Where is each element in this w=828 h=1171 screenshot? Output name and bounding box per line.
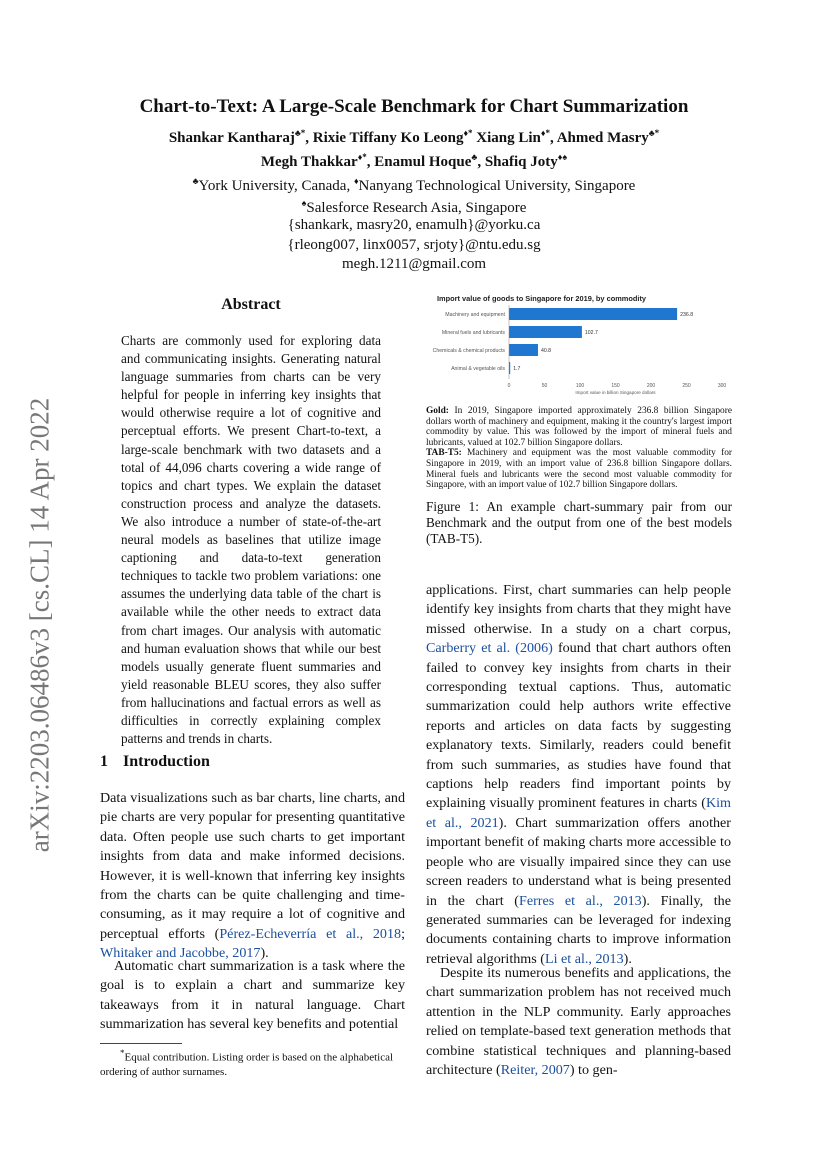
tab-t5-text: Machinery and equipment was the most valuable commodity for Singapore in 2019, with an import value of 236.8 billion Singapore dollars. Mineral fuels and lubricants were the second most valuable commodity for Singapore, with an import value of 102.7 billion Singapore dollars. — [426, 448, 732, 491]
category-label: Chemicals & chemical products — [432, 348, 505, 354]
paragraph-text: ). — [623, 950, 632, 967]
figure-1-caption: Figure 1: An example chart-summary pair from our Benchmark and the output from one of the best models (TAB-T5). — [426, 499, 732, 546]
affil-mark: ♦ — [353, 176, 359, 186]
email-line-3: megh.1211@gmail.com — [341, 256, 487, 272]
paragraph-text: ; — [401, 925, 405, 942]
footnote-rule — [100, 1043, 182, 1044]
author-mark: ♣ — [471, 152, 478, 162]
author-name: Enamul Hoque — [374, 154, 472, 170]
data-label: 102.7 — [584, 330, 598, 336]
citation-link[interactable]: Kim et al., 2021 — [426, 795, 731, 831]
x-tick-label: 200 — [646, 383, 656, 389]
x-axis-label: Import value in billion Singapore dollars — [575, 390, 656, 395]
paragraph-text: Despite its numerous benefits and applications, the chart summarization problem has not received much attention in the NLP community. Early approaches relied on template-based text generation methods that combine statistical techniques and planning-based architecture ( — [426, 965, 731, 1079]
email-line-1: {shankark, masry20, enamulh}@yorku.ca — [287, 217, 541, 233]
data-label: 40.8 — [540, 348, 552, 354]
author-name: Shafiq Joty — [484, 154, 558, 170]
abstract-heading: Abstract — [221, 296, 281, 313]
paragraph-text: applications. First, chart summaries can help people identify key insights from charts that they might have missed otherwise. In a study on a chart corpus, — [426, 582, 731, 637]
section-heading-introduction — [100, 753, 210, 771]
bar — [509, 344, 538, 356]
bar — [509, 308, 677, 320]
citation-link[interactable]: Whitaker and Jacobbe, 2017 — [100, 945, 261, 962]
arxiv-identifier: arXiv:2203.06486v3 [cs.CL] 14 Apr 2022 — [24, 397, 55, 853]
author-mark: ♣* — [648, 128, 660, 138]
intro-paragraph-4 — [426, 964, 731, 1080]
bar-chart — [426, 290, 734, 406]
gold-summary — [426, 406, 732, 448]
paragraph-text: ) to gen- — [569, 1062, 618, 1079]
author-mark: ♦* — [357, 152, 367, 162]
authors-line-2: Megh Thakkar♦*, Enamul Hoque♣, Shafiq Joty♦♠ — [260, 152, 568, 170]
chart-title: Import value of goods to Singapore for 2019, by commodity — [437, 294, 647, 303]
affiliation-line-1 — [90, 176, 738, 195]
paragraph-text: Data visualizations such as bar charts, line charts, and pie charts are very popular for presenting quantitative data. Often people use such charts to get important insights from data and make informed decisions. However, it is well-known that inferring key insights from the charts can be quite challenging and time-consuming, as it may require a lot of cognitive and perceptual efforts ( — [100, 790, 405, 942]
gold-text: In 2019, Singapore imported approximately 236.8 billion Singapore dollars worth of machinery and equipment, making it the country's largest import commodity by value. This was followed by the import of mineral fuels and lubricants, valued at 102.7 billion Singapore dollars. — [426, 406, 732, 448]
intro-paragraph-2: Automatic chart summarization is a task where the goal is to explain a chart and summarize key takeaways from it in natural language. Chart summarization has several key benefits and potential — [100, 958, 405, 1033]
citation-link[interactable]: Ferres et al., 2013 — [518, 892, 642, 909]
gold-label: Gold: — [426, 406, 449, 416]
x-tick-label: 150 — [611, 383, 620, 389]
paragraph-text: found that chart authors often failed to convey key insights from charts in their corresponding textual captions. Thus, automatic summarization could help authors write effective reports and articles on data facts by suggesting explanatory texts. Similarly, readers could benefit from such summaries, as studies have found that captions help readers find important points by explaining visually prominent features in charts ( — [426, 640, 731, 812]
footnote-text: Equal contribution. Listing order is based on the alphabetical ordering of author surnames. — [100, 1051, 394, 1078]
x-tick-label: 250 — [682, 383, 691, 389]
intro-paragraph-3 — [426, 581, 731, 969]
email-line-2: {rleong007, linx0057, srjoty}@ntu.edu.sg — [287, 237, 541, 253]
author-name: Xiang Lin — [476, 130, 541, 146]
category-label: Mineral fuels and lubricants — [441, 330, 505, 336]
footnote-mark: * — [120, 1048, 125, 1058]
author-name: Shankar Kantharaj — [168, 130, 295, 146]
tab-t5-label: TAB-T5: — [426, 448, 462, 459]
author-mark: ♦♠ — [557, 152, 568, 162]
x-tick-label: 100 — [575, 383, 585, 389]
paragraph-text: ). Chart summarization offers another important benefit of making charts more accessible to people who are visually impaired since they can use screen readers to understand what is being presented in the chart ( — [426, 814, 731, 909]
category-label: Animal & vegetable oils — [451, 366, 505, 372]
paragraph-text: ). Finally, the generated summaries can be leveraged for indexing documents containing charts to improve information retrieval algorithms ( — [426, 892, 731, 967]
affiliation-ntu: Nanyang Technological University, Singapore — [358, 178, 636, 194]
paragraph-text: ). — [260, 945, 269, 962]
author-mark: ♣* — [294, 128, 306, 138]
tab-t5-summary — [426, 448, 732, 490]
footnote — [100, 1046, 405, 1079]
abstract-text: Charts are commonly used for exploring data and communicating insights. Generating natural language summaries from charts can be very helpful for people in inferring key insights that would otherwise require a lot of cognitive and perceptual efforts. We present Chart-to-text, a large-scale benchmark with two datasets and a total of 44,096 charts covering a wide range of topics and chart types. We explain the dataset construction process and analyze the datasets. We also introduce a number of state-of-the-art neural models as baselines that utilize image captioning and data-to-text generation techniques to tackle two problem variations: one assumes the underlying data table of the chart is available while the other needs to extract data from chart images. Our analysis with automatic and human evaluation shows that while our best models usually generate fluent summaries and yield reasonable BLEU scores, they also suffer from hallucinations and factual errors as well as difficulties in correctly explaining complex patterns and trends in charts. — [121, 333, 381, 747]
citation-link[interactable]: Li et al., 2013 — [544, 950, 624, 967]
intro-paragraph-1 — [100, 789, 405, 964]
x-tick-label: 0 — [507, 383, 511, 389]
author-mark: ♦* — [540, 128, 550, 138]
affil-mark: ♣ — [192, 176, 199, 186]
paper-title: Chart-to-Text: A Large-Scale Benchmark for Chart Summarization — [139, 96, 689, 117]
affil-mark: ♠ — [301, 198, 307, 208]
x-tick-label: 50 — [541, 383, 548, 389]
citation-link[interactable]: Reiter, 2007 — [500, 1062, 570, 1079]
author-name: Ahmed Masry — [556, 130, 649, 146]
citation-link[interactable]: Pérez-Echeverría et al., 2018 — [219, 925, 402, 942]
arxiv-sidebar — [10, 380, 70, 870]
citation-link[interactable]: Carberry et al. (2006) — [426, 640, 553, 657]
section-title: Introduction — [123, 753, 210, 770]
data-label: 236.8 — [680, 312, 694, 318]
bar — [509, 326, 582, 338]
author-name: Megh Thakkar — [260, 154, 358, 170]
affiliation-line-2 — [90, 198, 738, 217]
affiliation-salesforce: Salesforce Research Asia, Singapore — [306, 200, 527, 216]
authors-line-1: Shankar Kantharaj♣*, Rixie Tiffany Ko Leong♦* Xiang Lin♦*, Ahmed Masry♣* — [168, 128, 660, 146]
section-number: 1 — [100, 753, 108, 770]
author-mark: ♦* — [463, 128, 473, 138]
figure-1-summaries — [426, 406, 732, 491]
category-label: Machinery and equipment — [445, 312, 505, 318]
author-name: Rixie Tiffany Ko Leong — [312, 130, 464, 146]
figure-1-chart — [426, 290, 734, 406]
data-label: 1.7 — [513, 366, 521, 372]
x-tick-label: 300 — [717, 383, 727, 389]
affiliation-york: York University, Canada, — [198, 178, 354, 194]
